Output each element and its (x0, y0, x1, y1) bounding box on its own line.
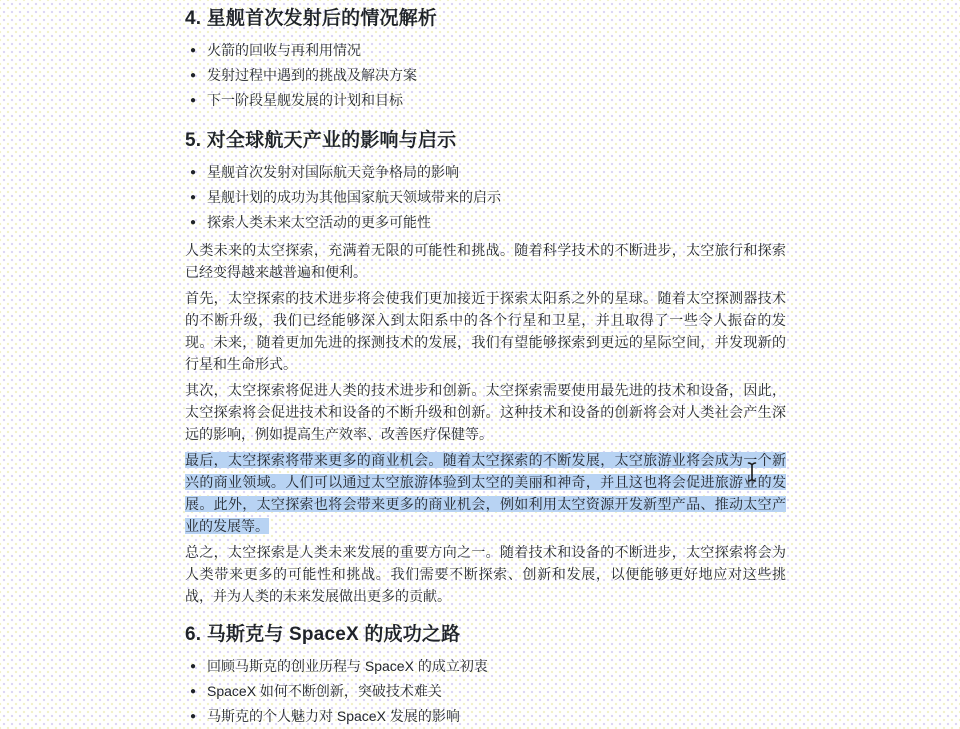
list-item-text: 火箭的回收与再利用情况 (207, 42, 361, 58)
heading-section-4[interactable]: 4. 星舰首次发射后的情况解析 (185, 8, 438, 29)
bullet-icon: ● (190, 217, 197, 228)
paragraph[interactable]: 人类未来的太空探索，充满着无限的可能性和挑战。随着科学技术的不断进步，太空旅行和探索已经变得越来越普遍和便利。 (185, 242, 786, 280)
list-item[interactable] (185, 654, 786, 679)
bullet-list-section-5 (185, 160, 786, 235)
list-item[interactable] (185, 63, 786, 88)
list-item[interactable] (185, 38, 786, 63)
bullet-icon: ● (190, 661, 197, 672)
bullet-icon: ● (190, 95, 197, 106)
paragraph[interactable]: 总之，太空探索是人类未来发展的重要方向之一。随着技术和设备的不断进步，太空探索将会为人类带来更多的可能性和挑战。我们需要不断探索、创新和发展，以便能够更好地应对这些挑战，并为人类的未来发展做出更多的贡献。 (185, 544, 786, 604)
bullet-icon: ● (190, 192, 197, 203)
list-item-text: 星舰计划的成功为其他国家航天领域带来的启示 (207, 189, 501, 205)
paragraph[interactable]: 其次，太空探索将促进人类的技术进步和创新。太空探索需要使用最先进的技术和设备，因此，太空探索将会促进技术和设备的不断升级和创新。这种技术和设备的创新将会对人类社会产生深远的影响，例如提高生产效率、改善医疗保健等。 (185, 382, 786, 442)
list-item-text: 星舰首次发射对国际航天竞争格局的影响 (207, 164, 459, 180)
document-page (185, 0, 786, 729)
list-item-text: 下一阶段星舰发展的计划和目标 (207, 92, 403, 108)
bullet-icon: ● (190, 45, 197, 56)
list-item-text: 马斯克的个人魅力对 SpaceX 发展的影响 (207, 708, 460, 724)
heading-section-5[interactable]: 5. 对全球航天产业的影响与启示 (185, 130, 457, 151)
bullet-icon: ● (190, 167, 197, 178)
list-item[interactable] (185, 679, 786, 704)
list-item[interactable] (185, 704, 786, 729)
bullet-list-section-4 (185, 38, 786, 113)
bullet-icon: ● (190, 70, 197, 81)
list-item-text: 探索人类未来太空活动的更多可能性 (207, 214, 431, 230)
list-item-text: 发射过程中遇到的挑战及解决方案 (207, 67, 417, 83)
bullet-list-section-6 (185, 654, 786, 729)
bullet-icon: ● (190, 686, 197, 697)
paragraph-selected[interactable] (185, 449, 786, 537)
paragraph[interactable]: 首先，太空探索的技术进步将会使我们更加接近于探索太阳系之外的星球。随着太空探测器技术的不断升级，我们已经能够深入到太阳系中的各个行星和卫星，并且取得了一些令人振奋的发现。未来，随着更加先进的探测技术的发展，我们有望能够探索到更远的星际空间，并发现新的行星和生命形式。 (185, 290, 786, 372)
list-item[interactable] (185, 185, 786, 210)
selected-text: 最后，太空探索将带来更多的商业机会。随着太空探索的不断发展，太空旅游业将会成为一个新兴的商业领域。人们可以通过太空旅游体验到太空的美丽和神奇，并且这也将会促进旅游业的发展。此外，太空探索也将会带来更多的商业机会，例如利用太空资源开发新型产品、推动太空产业的发展等。 (185, 452, 786, 534)
list-item[interactable] (185, 160, 786, 185)
list-item-text: 回顾马斯克的创业历程与 SpaceX 的成立初衷 (207, 658, 488, 674)
bullet-icon: ● (190, 711, 197, 722)
list-item[interactable] (185, 88, 786, 113)
list-item-text: SpaceX 如何不断创新，突破技术难关 (207, 683, 442, 699)
heading-section-6[interactable]: 6. 马斯克与 SpaceX 的成功之路 (185, 624, 461, 645)
list-item[interactable] (185, 210, 786, 235)
